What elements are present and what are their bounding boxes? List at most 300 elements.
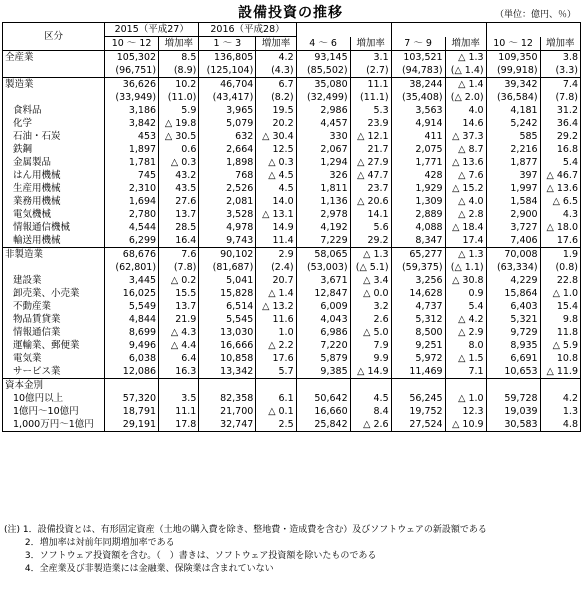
cell-rate: 1.0 xyxy=(256,326,296,339)
cell-amount: 12,847 xyxy=(296,287,350,300)
header-period: 10 ～ 12 xyxy=(105,37,159,51)
cell-rate: △ 12.1 xyxy=(350,130,391,143)
cell-rate: 11.4 xyxy=(256,234,296,248)
cell-rate: △ 30.5 xyxy=(159,130,199,143)
cell-rate: △ 18.4 xyxy=(445,221,486,234)
cell-rate: 4.2 xyxy=(540,392,580,405)
cell-rate: 14.6 xyxy=(445,117,486,130)
header-rate: 増加率 xyxy=(350,37,391,51)
row-label: 電気業 xyxy=(13,353,42,364)
cell-amount: (36,584) xyxy=(486,91,540,104)
cell-amount: (85,502) xyxy=(296,64,350,78)
header-period: 7 ～ 9 xyxy=(391,37,445,51)
cell-rate: △ 6.5 xyxy=(540,195,580,208)
table-row xyxy=(3,169,581,182)
cell-rate: 2.5 xyxy=(256,418,296,432)
cell-amount: 5,545 xyxy=(199,313,256,326)
cell-rate: △ 11.9 xyxy=(540,365,580,379)
row-label: 業務用機械 xyxy=(13,196,61,207)
header-period: 1 ～ 3 xyxy=(199,37,256,51)
cell-rate: 14.1 xyxy=(350,208,391,221)
cell-rate: △ 10.9 xyxy=(445,418,486,432)
table-row xyxy=(3,405,581,418)
row-label: 10億円以上 xyxy=(13,393,64,404)
cell-rate: 7.6 xyxy=(159,248,199,262)
cell-rate: △ 19.8 xyxy=(159,117,199,130)
cell-amount: 5,972 xyxy=(391,352,445,365)
table-row xyxy=(3,287,581,300)
row-label: はん用機械 xyxy=(13,170,61,181)
cell-amount: 65,277 xyxy=(391,248,445,262)
header-category: 区分 xyxy=(3,23,105,51)
cell-amount: 330 xyxy=(296,130,350,143)
cell-amount: 16,660 xyxy=(296,405,350,418)
cell-rate: △ 4.2 xyxy=(445,313,486,326)
cell-amount: 4,192 xyxy=(296,221,350,234)
cell-amount: 3,671 xyxy=(296,274,350,287)
cell-amount: 10,858 xyxy=(199,352,256,365)
row-label: 鉄鋼 xyxy=(13,144,33,155)
cell-amount: 93,145 xyxy=(296,51,350,65)
cell-rate: △ 2.6 xyxy=(350,418,391,432)
cell-rate: 43.5 xyxy=(159,182,199,195)
cell-amount: 1,898 xyxy=(199,156,256,169)
cell-amount: 5,041 xyxy=(199,274,256,287)
cell-amount: 4,914 xyxy=(391,117,445,130)
cell-amount: 109,350 xyxy=(486,51,540,65)
cell-amount: 3,727 xyxy=(486,221,540,234)
cell-amount: 6,403 xyxy=(486,300,540,313)
cell-rate: 29.2 xyxy=(540,130,580,143)
row-label: 資本金別 xyxy=(3,379,105,393)
cell-rate: (△ 1.4) xyxy=(445,64,486,78)
cell-rate: 5.3 xyxy=(350,104,391,117)
row-label xyxy=(3,261,105,274)
cell-rate: 16.4 xyxy=(159,234,199,248)
header-period: 4 ～ 6 xyxy=(296,37,350,51)
row-label: 石油・石炭 xyxy=(13,131,61,142)
row-label xyxy=(3,64,105,78)
cell-rate: (△ 2.0) xyxy=(445,91,486,104)
cell-amount: 1,811 xyxy=(296,182,350,195)
cell-amount: 2,900 xyxy=(486,208,540,221)
cell-amount: 36,626 xyxy=(105,78,159,92)
cell-rate: (△ 5.1) xyxy=(350,261,391,274)
cell-rate: △ 0.0 xyxy=(350,287,391,300)
capex-table xyxy=(2,22,581,432)
cell-amount: 9,729 xyxy=(486,326,540,339)
cell-rate: 3.8 xyxy=(540,51,580,65)
cell-amount: 15,828 xyxy=(199,287,256,300)
cell-amount: 15,864 xyxy=(486,287,540,300)
cell-rate: △ 1.0 xyxy=(445,392,486,405)
cell-amount: 1,309 xyxy=(391,195,445,208)
cell-rate: (3.3) xyxy=(540,64,580,78)
cell-rate xyxy=(350,379,391,393)
cell-amount: 4,978 xyxy=(199,221,256,234)
cell-rate: 5.4 xyxy=(445,300,486,313)
cell-amount: 46,704 xyxy=(199,78,256,92)
cell-rate: 23.9 xyxy=(350,117,391,130)
cell-amount: (125,104) xyxy=(199,64,256,78)
cell-amount: 5,549 xyxy=(105,300,159,313)
cell-amount: 1,584 xyxy=(486,195,540,208)
cell-rate: △ 1.4 xyxy=(445,78,486,92)
table-row xyxy=(3,418,581,432)
cell-amount: 3,445 xyxy=(105,274,159,287)
cell-rate: 5.6 xyxy=(350,221,391,234)
header-rate: 増加率 xyxy=(445,37,486,51)
footnote: (注) 1．設備投資とは、有形固定資産（土地の購入費を除き、整地費・造成費を含む）及びソフトウェアの新設額である xyxy=(4,525,487,535)
cell-rate: 27.6 xyxy=(159,195,199,208)
cell-rate: △ 13.1 xyxy=(256,208,296,221)
table-row xyxy=(3,221,581,234)
cell-rate: △ 5.9 xyxy=(540,339,580,352)
cell-rate: (△ 1.1) xyxy=(445,261,486,274)
cell-rate: 14.0 xyxy=(256,195,296,208)
cell-rate: 10.8 xyxy=(540,352,580,365)
cell-amount: 2,075 xyxy=(391,143,445,156)
cell-rate: △ 37.3 xyxy=(445,130,486,143)
cell-rate: △ 20.6 xyxy=(350,195,391,208)
cell-amount: 2,978 xyxy=(296,208,350,221)
table-row xyxy=(3,352,581,365)
row-label: 非製造業 xyxy=(3,248,105,262)
footnote: 4．全産業及び非製造業には金融業、保険業は含まれていない xyxy=(4,564,274,574)
cell-amount: 8,935 xyxy=(486,339,540,352)
cell-rate: 13.7 xyxy=(159,208,199,221)
cell-amount: 29,191 xyxy=(105,418,159,432)
cell-amount: 4,457 xyxy=(296,117,350,130)
cell-amount: 39,342 xyxy=(486,78,540,92)
cell-rate: △ 46.7 xyxy=(540,169,580,182)
cell-amount: 38,244 xyxy=(391,78,445,92)
row-label: 不動産業 xyxy=(13,301,52,312)
cell-amount: 50,642 xyxy=(296,392,350,405)
cell-amount: 585 xyxy=(486,130,540,143)
footnote: 3．ソフトウェア投資額を含む。（ ）書きは、ソフトウェア投資額を除いたものである xyxy=(4,551,377,561)
row-label: 卸売業、小売業 xyxy=(13,288,80,299)
header-rate: 増加率 xyxy=(159,37,199,51)
cell-amount: 57,320 xyxy=(105,392,159,405)
cell-amount: 2,526 xyxy=(199,182,256,195)
cell-amount: 10,653 xyxy=(486,365,540,379)
cell-rate: 16.3 xyxy=(159,365,199,379)
cell-rate: 6.1 xyxy=(256,392,296,405)
cell-rate: △ 1.3 xyxy=(350,248,391,262)
cell-rate: 9.9 xyxy=(350,352,391,365)
cell-rate: 6.7 xyxy=(256,78,296,92)
table-body xyxy=(3,51,581,432)
row-label: 建設業 xyxy=(13,275,42,286)
cell-rate: (11.0) xyxy=(159,91,199,104)
table-row xyxy=(3,326,581,339)
cell-rate: 10.2 xyxy=(159,78,199,92)
cell-amount: 18,791 xyxy=(105,405,159,418)
table-row-excl-software xyxy=(3,261,581,274)
cell-amount xyxy=(391,379,445,393)
cell-rate: 13.7 xyxy=(159,300,199,313)
cell-rate: △ 1.0 xyxy=(540,287,580,300)
cell-rate: △ 1.3 xyxy=(445,248,486,262)
header-period: 10 ～ 12 xyxy=(486,37,540,51)
cell-amount: 5,079 xyxy=(199,117,256,130)
cell-amount: 68,676 xyxy=(105,248,159,262)
table-row xyxy=(3,104,581,117)
header-rate: 増加率 xyxy=(256,37,296,51)
cell-rate: △ 4.5 xyxy=(256,169,296,182)
cell-rate: 28.5 xyxy=(159,221,199,234)
cell-rate: 17.8 xyxy=(159,418,199,432)
cell-amount: 9,251 xyxy=(391,339,445,352)
row-label: 生産用機械 xyxy=(13,183,61,194)
cell-rate: 17.6 xyxy=(540,234,580,248)
table-row xyxy=(3,392,581,405)
cell-amount: 1,897 xyxy=(105,143,159,156)
table-row xyxy=(3,117,581,130)
cell-amount: (32,499) xyxy=(296,91,350,104)
cell-rate: △ 0.3 xyxy=(256,156,296,169)
cell-amount: 5,321 xyxy=(486,313,540,326)
cell-amount: 7,229 xyxy=(296,234,350,248)
cell-rate: △ 2.8 xyxy=(445,208,486,221)
cell-amount: 70,008 xyxy=(486,248,540,262)
table-row xyxy=(3,130,581,143)
cell-amount: 4,844 xyxy=(105,313,159,326)
cell-amount: 2,986 xyxy=(296,104,350,117)
cell-rate: 11.8 xyxy=(540,326,580,339)
cell-amount xyxy=(486,379,540,393)
cell-amount: 411 xyxy=(391,130,445,143)
cell-amount: 1,771 xyxy=(391,156,445,169)
cell-rate: △ 1.5 xyxy=(445,352,486,365)
table-row-excl-software xyxy=(3,91,581,104)
cell-amount: 8,347 xyxy=(391,234,445,248)
cell-amount: 1,877 xyxy=(486,156,540,169)
row-label: 情報通信業 xyxy=(13,327,61,338)
cell-rate: 43.2 xyxy=(159,169,199,182)
cell-rate: 5.4 xyxy=(540,156,580,169)
cell-amount: 4,181 xyxy=(486,104,540,117)
row-label: 電気機械 xyxy=(13,209,52,220)
table-row xyxy=(3,78,581,92)
cell-amount: (81,687) xyxy=(199,261,256,274)
table-row xyxy=(3,143,581,156)
cell-amount xyxy=(199,379,256,393)
cell-amount: 8,699 xyxy=(105,326,159,339)
cell-amount: 5,242 xyxy=(486,117,540,130)
cell-amount: 3,256 xyxy=(391,274,445,287)
cell-amount: 2,067 xyxy=(296,143,350,156)
cell-amount: 6,514 xyxy=(199,300,256,313)
cell-amount: 5,312 xyxy=(391,313,445,326)
cell-amount: 4,229 xyxy=(486,274,540,287)
cell-rate: △ 30.8 xyxy=(445,274,486,287)
cell-rate: 2.6 xyxy=(350,313,391,326)
row-label: 食料品 xyxy=(13,105,42,116)
header-year-2015: 2015（平成27） xyxy=(105,23,199,37)
cell-rate: 23.7 xyxy=(350,182,391,195)
cell-amount: 5,879 xyxy=(296,352,350,365)
table-row xyxy=(3,195,581,208)
cell-rate: 9.8 xyxy=(540,313,580,326)
cell-rate: 22.8 xyxy=(540,274,580,287)
cell-amount: 21,700 xyxy=(199,405,256,418)
cell-rate: △ 0.2 xyxy=(159,274,199,287)
cell-rate: 12.5 xyxy=(256,143,296,156)
cell-amount: (35,408) xyxy=(391,91,445,104)
table-row xyxy=(3,234,581,248)
cell-amount: 105,302 xyxy=(105,51,159,65)
cell-rate: 0.6 xyxy=(159,143,199,156)
header-year-2016: 2016（平成28） xyxy=(199,23,296,37)
cell-rate: △ 4.0 xyxy=(445,195,486,208)
cell-amount: (43,417) xyxy=(199,91,256,104)
cell-amount: 82,358 xyxy=(199,392,256,405)
cell-rate: 3.1 xyxy=(350,51,391,65)
cell-rate: 21.9 xyxy=(159,313,199,326)
cell-amount xyxy=(296,379,350,393)
row-label: 全産業 xyxy=(3,51,105,65)
cell-amount: 768 xyxy=(199,169,256,182)
cell-rate: 4.3 xyxy=(540,208,580,221)
cell-rate: 19.5 xyxy=(256,104,296,117)
cell-rate: 2.9 xyxy=(256,248,296,262)
cell-rate xyxy=(445,379,486,393)
cell-rate: 3.5 xyxy=(159,392,199,405)
cell-amount: 6,038 xyxy=(105,352,159,365)
cell-rate: △ 3.4 xyxy=(350,274,391,287)
cell-rate: △ 30.4 xyxy=(256,130,296,143)
cell-rate: △ 5.0 xyxy=(350,326,391,339)
cell-rate: (2.4) xyxy=(256,261,296,274)
cell-amount: (53,003) xyxy=(296,261,350,274)
cell-rate: 4.0 xyxy=(445,104,486,117)
cell-rate: △ 4.3 xyxy=(159,326,199,339)
header-rate: 増加率 xyxy=(540,37,580,51)
cell-amount: (96,751) xyxy=(105,64,159,78)
cell-rate: △ 4.4 xyxy=(159,339,199,352)
header-row-years xyxy=(3,23,581,37)
row-label xyxy=(3,91,105,104)
cell-rate: △ 2.9 xyxy=(445,326,486,339)
cell-rate: △ 14.9 xyxy=(350,365,391,379)
footnotes xyxy=(4,524,487,576)
cell-rate: 4.5 xyxy=(350,392,391,405)
cell-rate: 5.9 xyxy=(159,104,199,117)
cell-rate: 36.4 xyxy=(540,117,580,130)
cell-rate: △ 18.0 xyxy=(540,221,580,234)
cell-rate: △ 13.2 xyxy=(256,300,296,313)
cell-amount: 2,310 xyxy=(105,182,159,195)
cell-rate: 4.8 xyxy=(540,418,580,432)
cell-amount: 2,664 xyxy=(199,143,256,156)
cell-amount: 6,986 xyxy=(296,326,350,339)
cell-rate: 15.5 xyxy=(159,287,199,300)
cell-rate: 7.1 xyxy=(445,365,486,379)
row-label: 1,000万円～1億円 xyxy=(13,419,94,430)
cell-amount: 326 xyxy=(296,169,350,182)
cell-amount: 2,780 xyxy=(105,208,159,221)
cell-amount: 1,929 xyxy=(391,182,445,195)
cell-amount: 453 xyxy=(105,130,159,143)
cell-amount: 745 xyxy=(105,169,159,182)
cell-amount: 428 xyxy=(391,169,445,182)
row-label: 情報通信機械 xyxy=(13,222,71,233)
cell-rate: △ 13.6 xyxy=(445,156,486,169)
cell-amount: (63,334) xyxy=(486,261,540,274)
cell-rate: 8.0 xyxy=(445,339,486,352)
cell-rate xyxy=(256,379,296,393)
cell-rate: 17.6 xyxy=(256,352,296,365)
cell-rate: △ 47.7 xyxy=(350,169,391,182)
table-row-excl-software xyxy=(3,64,581,78)
cell-amount xyxy=(105,379,159,393)
cell-rate: (7.8) xyxy=(540,91,580,104)
cell-amount: 16,025 xyxy=(105,287,159,300)
cell-amount: 2,081 xyxy=(199,195,256,208)
cell-amount: 9,743 xyxy=(199,234,256,248)
table-row xyxy=(3,248,581,262)
cell-rate xyxy=(540,379,580,393)
row-label: 化学 xyxy=(13,118,33,129)
cell-amount: 3,965 xyxy=(199,104,256,117)
cell-amount: 35,080 xyxy=(296,78,350,92)
cell-amount: 27,524 xyxy=(391,418,445,432)
cell-amount: 32,747 xyxy=(199,418,256,432)
cell-amount: 4,088 xyxy=(391,221,445,234)
table-row xyxy=(3,379,581,393)
footnote: 2．増加率は対前年同期増加率である xyxy=(4,538,175,548)
cell-amount: 6,299 xyxy=(105,234,159,248)
row-label: 輸送用機械 xyxy=(13,235,61,246)
cell-rate: 12.3 xyxy=(445,405,486,418)
cell-amount: 397 xyxy=(486,169,540,182)
cell-rate: 3.2 xyxy=(350,300,391,313)
row-label: 物品賃貸業 xyxy=(13,314,61,325)
cell-amount: 13,030 xyxy=(199,326,256,339)
cell-amount: 56,245 xyxy=(391,392,445,405)
row-label: 製造業 xyxy=(3,78,105,92)
table-row xyxy=(3,339,581,352)
cell-amount: 9,385 xyxy=(296,365,350,379)
cell-amount: 1,997 xyxy=(486,182,540,195)
cell-amount: 13,342 xyxy=(199,365,256,379)
cell-amount: 14,628 xyxy=(391,287,445,300)
cell-rate: △ 8.7 xyxy=(445,143,486,156)
cell-rate: △ 27.9 xyxy=(350,156,391,169)
row-label: 1億円～10億円 xyxy=(13,406,79,417)
cell-amount: 9,496 xyxy=(105,339,159,352)
cell-amount: 11,469 xyxy=(391,365,445,379)
table-row xyxy=(3,365,581,379)
cell-rate: 8.5 xyxy=(159,51,199,65)
cell-amount: 25,842 xyxy=(296,418,350,432)
cell-rate: 11.1 xyxy=(350,78,391,92)
cell-rate: 29.2 xyxy=(350,234,391,248)
table-row xyxy=(3,156,581,169)
cell-amount: 6,691 xyxy=(486,352,540,365)
table-row xyxy=(3,51,581,65)
cell-rate: △ 15.2 xyxy=(445,182,486,195)
cell-rate: 4.5 xyxy=(256,182,296,195)
cell-rate: 6.4 xyxy=(159,352,199,365)
cell-amount: 136,805 xyxy=(199,51,256,65)
cell-rate: 15.4 xyxy=(540,300,580,313)
cell-amount: 7,220 xyxy=(296,339,350,352)
cell-amount: 6,009 xyxy=(296,300,350,313)
cell-amount: (59,375) xyxy=(391,261,445,274)
